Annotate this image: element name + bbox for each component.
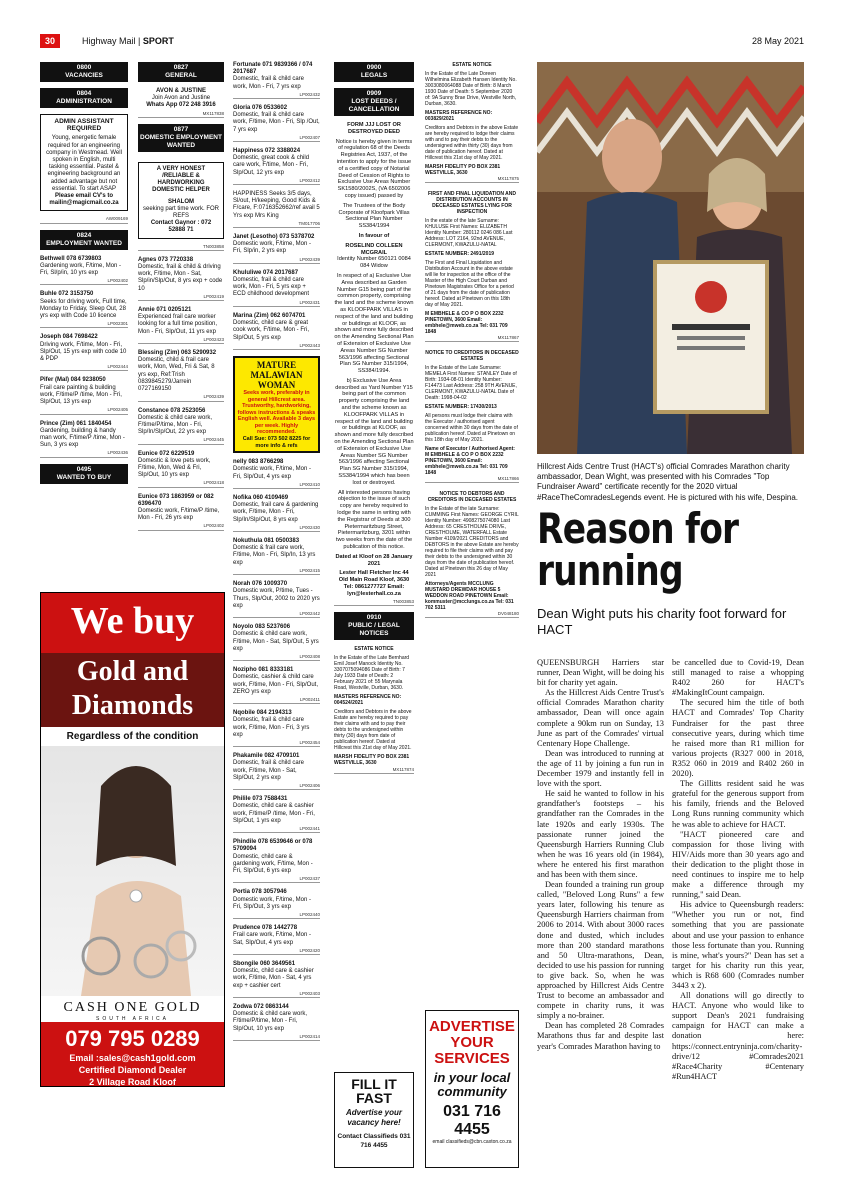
ad-address: 2 Village Road Kloof [89, 1077, 176, 1087]
shalom-contact[interactable]: Contact Gaynor : 072 52888 71 [150, 220, 212, 234]
listing-name[interactable]: Sbongile 060 3649561 [233, 961, 296, 968]
listing-ref: LP002419 [138, 293, 224, 301]
malawian-woman-ad [233, 356, 320, 453]
listing-name[interactable]: Eunice 072 6229519 [138, 450, 195, 457]
listing-text: Domestic & child care work, F/time, Mon - Sat, Slp/Out, 5 yrs exp [233, 631, 319, 652]
listing-text: Domestic work, F/time/P /time, Mon - Fri, 26 yrs exp [138, 507, 220, 522]
ad-gold-diamonds: Gold and Diamonds [41, 653, 224, 727]
listing-ref: LP002405 [40, 406, 128, 414]
listing-text: Seeks for driving work, Full time, Monday to Friday, Sleep Out, 28 yrs exp with Code 10 licence [40, 298, 127, 320]
listing-name[interactable]: Eunice 073 1863959 or 082 6396470 [138, 493, 214, 507]
listing-text: Gardening work, F/time, Mon - Fri, Sl/p/in, 10 yrs exp [40, 262, 122, 277]
article-paragraph: He said he wanted to follow in his grandfather's footsteps – his grandfather ran the Comrades in the late 1920s and early 1930s. The passionate runner joined the Queensburgh Harriers Running Club when he was 16 years old (in 1984), where he entered his first marathon and has been with them since. [537, 789, 664, 879]
photo-caption: Hillcrest Aids Centre Trust (HACT's) official Comrades Marathon charity ambassador, Dean Wight, was presented with his Comrades "Top Fundraiser Award" certificate recently for the 2020 virtual #RaceTheComradesLegends event. He is pictured with his wife, Despina. [537, 462, 799, 502]
model-jewellery-image [41, 746, 224, 996]
listing-text: Domestic, child care & gardening work, F/time, Mon - Fri, Slp/Out, 6 yrs exp [233, 853, 313, 874]
ad-email[interactable]: Email :sales@cash1gold.com [69, 1053, 196, 1063]
estate-body: In the Estate of the Late Bernhard Emil Josef Manock Identity No. 3307075094086 Date of Birth: 7 July 1933 Date of Death: 2 February 2021 of: 55 Marynala Road, Westville, Durban, 3630. [334, 654, 410, 691]
notices-column [425, 62, 519, 618]
estate-master-2: MASTERS REFERENCE NO: 003829/2021 [425, 110, 493, 122]
fill-title: FILL IT FAST [351, 1076, 397, 1106]
listing-name[interactable]: Prudence 078 1442778 [233, 925, 298, 932]
article-body-col-1 [537, 658, 664, 1052]
classified-listing [233, 495, 320, 532]
estate-head-2: ESTATE NOTICE [452, 62, 492, 68]
listing-text: Frail care painting & building work, F/time/P /time, Mon - Fri, Slp/Out, 13 yrs exp [40, 384, 122, 406]
listing-ref: LP002442 [233, 610, 320, 618]
listing-ref: LP002301 [40, 320, 128, 328]
classified-listing [233, 234, 320, 264]
listing-name[interactable]: Nofika 060 4109469 [233, 495, 289, 502]
listing-text: Driving work, F/time, Mon - Fri, Slp/Out, 15 yrs exp with code 10 & PDP [40, 341, 127, 363]
classified-listing [40, 256, 128, 286]
article-photo [537, 62, 804, 454]
listing-text: Domestic, child care & cashier work, F/time/P /time, Mon - Fri, Slp/Out, 1 yrs exp [233, 803, 315, 824]
classified-listing [233, 667, 320, 704]
avon-whatsapp[interactable]: Whats App 072 248 3916 [146, 102, 216, 109]
classified-listing [233, 796, 320, 833]
liq-head: FIRST AND FINAL LIQUIDATION AND DISTRIBUTION ACCOUNTS IN DECEASED ESTATES LYING FOR INSPECTION [427, 191, 517, 215]
listing-text: Domestic & love pets work, F/time, Mon, Wed & Fri, Slp/Out, 10 yrs exp [138, 457, 211, 479]
legals-column [334, 62, 414, 774]
classified-listing [138, 350, 224, 401]
article-paragraph: Dean has completed 28 Comrades Marathons thus far and despite last year's Comrades Marathon having to [537, 1021, 664, 1051]
section-name: SPORT [142, 36, 174, 46]
listing-name[interactable]: Prince (Zim) 061 1840454 [40, 420, 112, 427]
fill-sub: Advertise your vacancy here! [345, 1108, 403, 1127]
classified-listing [233, 581, 320, 618]
listing-ref: LP002402 [40, 277, 128, 285]
listing-name[interactable]: Norah 076 1009370 [233, 581, 288, 588]
listing-text: Domestic, frail & child care work, Mon - Fri, 5 yrs exp + ECD childhood development [233, 277, 310, 298]
domestic-entries-3b [233, 459, 320, 1041]
listing-text: Domestic, frail & child care work, Mon - Fri, 7 yrs exp [233, 76, 305, 90]
shalom-text: seeking part time work. FOR REFS [142, 205, 220, 220]
shalom-ref: TN003858 [138, 243, 224, 251]
listing-name[interactable]: Portia 078 3057946 [233, 889, 287, 896]
advert-email[interactable]: email classifieds@cbn.caxton.co.za [432, 1139, 512, 1145]
shalom-name: SHALOM [168, 198, 194, 205]
classified-listing [233, 1004, 320, 1041]
estate-master: MASTERS REFERENCE NO: 004524/2021 [334, 693, 402, 706]
listing-ref: LP002432 [233, 91, 320, 99]
category-domestic: 0877 DOMESTIC EMPLOYMENT WANTED [138, 124, 224, 152]
classified-listing [138, 494, 224, 531]
listing-name[interactable]: Happiness 072 3388024 [233, 148, 301, 155]
cred2-firm: Attorneys/Agents MCCLUNG MUSTARD DREWDAR HOUSE 5 WEDDON ROAD PINETOWN Email: kommuster@mcclungs.co.za Tel: 031 702 5311 [425, 581, 514, 611]
estate-body-2: In the Estate of the Late Doreen Wilhelmina Elizabeth Hansen Identity No. 3003080064088 Date of Birth: 8 March 1930 Date of Death: 5 September 2020 of: 9A Sunny Brae Drive, Westville North, Durban, 3630. [425, 71, 517, 107]
article-paragraph: As the Hillcrest Aids Centre Trust's official Comrades Marathon charity ambassador, Dean will once again complete a 90km run on Sunday, 13 June as part of the Comrades' virtual Centenary Hope Challenge. [537, 688, 664, 748]
listing-ref: LP002402 [138, 522, 224, 530]
liq-firm: M EMBHELE & CO P O BOX 2232 PINETOWN, 3600 Email: embhele@mweb.co.za Tel: 031 709 1848 [425, 311, 508, 335]
listing-text: Domestic, frail & child care work, F/time, Mon - Fri, 3 yrs exp [233, 717, 310, 738]
listing-text: Domestic work, F/time, Mon - Fri, Slp/in, 2 yrs exp [233, 241, 312, 255]
domestic-entries-2 [138, 257, 224, 531]
article-paragraph: The secured him the title of both HACT and Comrades' Top Charity Fundraiser for the past three consecutive years, during which time he raised more than R1 million for various projects (R327 000 in 2018, R352 060 in 2019 and R402 260 in 2020). [672, 698, 804, 779]
classified-listing [233, 191, 320, 228]
classified-listing [233, 313, 320, 350]
malawian-title: MATURE MALAWIAN WOMAN [250, 359, 303, 390]
page-header [40, 34, 804, 50]
listing-ref: LP002410 [233, 481, 320, 489]
domestic-entries-3a [233, 62, 320, 350]
cash-one-gold-logo-sub: SOUTH AFRICA [96, 1016, 169, 1022]
classified-listing [233, 62, 320, 99]
listing-ref: LP002423 [138, 336, 224, 344]
article-paragraph: Dean was introduced to running at the age of 11 by joining a fun run in December 1979 and instantly fell in love with the sport. [537, 748, 664, 789]
article-paragraph: "HACT pioneered care and compassion for those living with HIV/Aids more than 30 years ago and their dedication to the plight those in need continues to inspire me to help make a difference through my running," said Dean. [672, 829, 804, 900]
listing-text: Domestic, child & frail care work, Mon, Wed, Fri & Sat, 8 yrs exp, Ref:Trish 0839845279/Jarrein 0727169150 [138, 357, 215, 393]
listing-ref: LP002403 [233, 990, 320, 998]
estate-head: ESTATE NOTICE [354, 645, 394, 652]
model-photo [41, 746, 224, 996]
firm-ref: TN003853 [334, 598, 414, 606]
listing-ref: LP002408 [233, 653, 320, 661]
liq-ref: MX117867 [425, 335, 519, 342]
listing-ref: LP002443 [233, 342, 320, 350]
ad-info [41, 1052, 224, 1087]
lost-title: FORM JJJ LOST OR DESTROYED DEED [347, 122, 401, 135]
listing-ref: LP002444 [40, 363, 128, 371]
category-legals: 0900 LEGALS [334, 62, 414, 82]
cred-agent: Name of Executor / Authorised Agent: M EMBHELE & CO P O BOX 2232 PINETOWN, 3600 Email: embhele@mweb.co.za Tel: 031 709 1848 [425, 446, 515, 476]
listing-name[interactable]: Annie 071 0205121 [138, 307, 192, 314]
classified-listing [233, 459, 320, 489]
advert-sub: in your local community [433, 1070, 511, 1099]
shalom-title: A VERY HONEST /RELIABLE & HARDWORKING DOMESTIC HELPER [152, 165, 210, 194]
respect-b: b) Exclusive Use Area described as Yard Number Y15 being part of the common property comprising the land and the scheme known as KLOOFPARK VILLAS in respect of the land and building or buildings at KLOOF, as shown and more fully described on the Amending Sectional Plan of Extension of Exclusive Use Areas Number SG Number 563/1996 affecting Sectional Plan SG Number 315/1994, SS384/1994 which has been lost or destroyed. [334, 377, 414, 486]
estate-firm: MARSH FIDELITY PO BOX 2381 WESTVILLE, 3630 [334, 753, 410, 766]
listing-ref: LP002407 [233, 134, 320, 142]
listing-ref: LP002439 [233, 256, 320, 264]
admin-cta: Please email CV's to [54, 193, 114, 200]
listing-text: Domestic, frail & child care work, F/time, Mon - Sat, Slp/Out, 2 yrs exp [233, 760, 305, 781]
lost-deed-notice [334, 122, 414, 598]
issue-date: 28 May 2021 [751, 36, 804, 46]
listing-text: Domestic & frail care work, F/time, Mon - Fri, Slp/In, 13 yrs exp [233, 545, 316, 566]
classified-listing [40, 291, 128, 328]
listing-name[interactable]: nelly 083 8766298 [233, 459, 284, 466]
listing-ref: LP002411 [233, 696, 320, 704]
fill-contact[interactable]: Contact Classifieds 031 716 4455 [337, 1133, 411, 1149]
classifieds-column-1 [40, 62, 128, 490]
estate-notice-1 [334, 646, 414, 766]
advertise-services-ad [425, 1010, 519, 1168]
malawian-call[interactable]: Call Sue: 073 502 8225 for more info & refs [242, 436, 311, 449]
listing-text: Frail care work, F/time, Mon - Sat, Slp/Out, 4 yrs exp [233, 932, 312, 946]
classified-listing [233, 270, 320, 307]
article-paragraph: QUEENSBURGH Harriers star runner, Dean Wight, will be doing his bit for charity yet again. [537, 658, 664, 688]
category-employment-wanted: 0824 EMPLOYMENT WANTED [40, 230, 128, 250]
article-subhead: Dean Wight puts his charity foot forward for HACT [537, 606, 787, 637]
listing-text: Domestic, cashier & child care work, F/time, Mon - Fri, Slp/Out, ZERO yrs exp [233, 674, 319, 695]
cred2-head: NOTICE TO DEBTORS AND CREDITORS IN DECEASED ESTATES [427, 491, 517, 503]
listing-name[interactable]: Khululiwe 074 2017687 [233, 269, 299, 276]
classified-listing [233, 538, 320, 575]
ad-certified: Certified Diamond Dealer [78, 1065, 187, 1075]
interested: All interested persons having objection to the issue of such copy are hereby required to lodge the same in writing with the Registrar of Deeds at 300 Pietermaritzburg Street, Pietermaritzburg, 3201 within two weeks from the date of the publication of this notice. [335, 489, 413, 551]
admin-title: ADMIN ASSISTANT REQUIRED [54, 118, 114, 133]
listing-name[interactable]: Zodwa 072 0863144 [233, 1004, 289, 1011]
avon-title: AVON & JUSTINE [156, 88, 206, 94]
cash-one-gold-logo: CASH ONE GOLD [63, 1000, 202, 1015]
listing-ref: LP002406 [233, 782, 320, 790]
article-paragraph: His advice to Queensburgh readers: "Whether you run or not, find something that you are passionate about and use your passion to enhance those less fortunate than you. Running is mine, what's yours?" Dean has set a target for his charity run this year, which is R68 600 (Comrades number 3443 x 2). [672, 900, 804, 990]
listing-name[interactable]: Nqobile 084 2194313 [233, 710, 292, 717]
listing-text: Domestic & child care work, F/time/P/time, Mon - Fri, Slp/In/Slp/Out, 22 yrs exp [138, 414, 213, 436]
admin-assistant-ad [40, 114, 128, 211]
listing-name[interactable]: Bethwell 078 6739803 [40, 255, 102, 262]
cred-body: In the Estate of the Late Surname: MEMELA First Names: STANLEY Date of Birth: 1934-08-01 Identity Number: F14473 Last Address: 258 9TH AVENUE, CLERMONT, KWAZULU-NATAL Date of Death: 1998-04-02 [425, 365, 517, 401]
publication-title: Highway Mail [82, 36, 136, 46]
classifieds-column-2 [138, 62, 224, 537]
listing-text: Gardening, building & handy man work, F/time/P /time, Mon - Sun, 3 yrs exp [40, 427, 125, 449]
classified-listing [233, 925, 320, 955]
listing-name[interactable]: Philile 073 7588431 [233, 796, 288, 803]
listing-name[interactable]: Marina (Zim) 062 6074701 [233, 312, 306, 319]
ad-we-buy: We buy [41, 593, 224, 653]
favour: In favour of [358, 232, 390, 239]
article-paragraph: All donations will go directly to HACT. Anyone who would like to support Dean's 2021 fundraising campaign for HACT can make a donation here: https://connect.entryninja.com/charity-drive/12 #Comrades2021 #Race4Charity #Centenary #Run4HACT [672, 991, 804, 1081]
listing-ref: LP002430 [233, 524, 320, 532]
classified-listing [138, 451, 224, 488]
classified-listing [233, 105, 320, 142]
listing-ref: LP002431 [233, 299, 320, 307]
listing-text: Domestic & child care work, F/time/P/time, Mon - Fri, Slp/Out, 10 yrs exp [233, 1011, 308, 1032]
article-paragraph: Dean founded a training run group called, "Beloved Long Runs" a few years later, following his tenure as Queensburgh Harriers chairman from 2006 to 2014. With about 3000 races done and dusted, which includes more than 200 standard marathons and 50 Ultra-marathons, Dean, decided to use his passion for running to give back. So, when he was approached by Hillcrest Aids Centre Trust to become an ambassador and compete in charity runs, it was simply a no-brainer. [537, 880, 664, 1021]
firm: Lester Hall Fletcher Inc 44 Old Main Road Kloof, 3630 Tel: 0861277727 Email: lyn@lesterhall.co.za [338, 570, 410, 597]
listing-ref: LP002414 [233, 1033, 320, 1041]
listing-text: Domestic, child care & cashier work, F/time, Mon - Sat, 4 yrs exp + cashier cert [233, 968, 314, 989]
listing-text: Domestic work, P/time, Tues - Thurs, Slp/Out, 2002 to 2020 yrs exp [233, 588, 320, 609]
listing-name[interactable]: Nozipho 081 8333181 [233, 667, 294, 674]
category-vacancies: 0800 VACANCIES [40, 62, 128, 82]
article-headline: Reason for running [537, 504, 739, 595]
publication-name: Highway Mail | SPORT [82, 36, 174, 46]
admin-email[interactable]: mailin@magicmail.co.za [49, 200, 119, 207]
category-general: 0827 GENERAL [138, 62, 224, 82]
page-number: 30 [40, 34, 60, 48]
category-administration: 0804 ADMINISTRATION [40, 88, 128, 108]
listing-ref: LP002437 [233, 875, 320, 883]
classified-listing [233, 839, 320, 883]
listing-name[interactable]: Phakamile 082 4709101 [233, 753, 300, 760]
listing-name[interactable]: Constance 078 2523056 [138, 407, 206, 414]
cred-head: NOTICE TO CREDITORS IN DECEASED ESTATES [425, 350, 519, 362]
listing-name[interactable]: Phindile 078 6539646 or 078 5709094 [233, 839, 313, 853]
listing-name[interactable]: Nokuthula 081 0500383 [233, 538, 300, 545]
cred2-ref: DV048180 [425, 611, 519, 618]
advert-title: ADVERTISE YOUR SERVICES [429, 1018, 515, 1067]
cred-estate-no: ESTATE NUMBER: 17430/2013 [425, 404, 497, 410]
listing-name[interactable]: Fortunate 071 9839366 / 074 2017687 [233, 62, 313, 76]
classifieds-column-3 [233, 62, 320, 1047]
lost-body: Notice is hereby given in terms of regulation 68 of the Deeds Registries Act, 1937, of the intention to apply for the issue of a certified copy of Notarial Deed of Cession of Rights to Exclusive Use Areas Number SK1580/2002S, (VA 6502006 copy issued) passed by [335, 138, 413, 199]
employment-entries [40, 256, 128, 458]
classified-listing [138, 257, 224, 301]
ad-phone[interactable]: 079 795 0289 [41, 1022, 224, 1052]
listing-name[interactable]: Noyolo 083 5237606 [233, 624, 291, 631]
listing-text: Domestic work, F/time, Mon - Fri, Slp/Out, 3 yrs exp [233, 896, 312, 910]
listing-name[interactable]: Pifer (Mal) 084 9238050 [40, 377, 106, 384]
cash-one-gold-ad [40, 592, 225, 1087]
shalom-ad [138, 162, 224, 239]
cred-body2: All persons must lodge their claims with the Executor / authorised agent concerned within 30 days from the date of publication hereof. Dated at Pinetown on this 18th day of May 2021. [425, 413, 518, 443]
listing-text: Domestic, frail care & gardening work, F/time, Mon - Fri, Slp/In/Slp/Out, 8 yrs exp [233, 502, 319, 523]
listing-ref: LP002441 [233, 825, 320, 833]
classified-listing [138, 408, 224, 445]
listing-ref: LP002418 [138, 479, 224, 487]
category-wanted-to-buy: 0495 WANTED TO BUY [40, 464, 128, 484]
admin-ref: AW009169 [40, 215, 128, 223]
classified-listing [40, 377, 128, 414]
admin-body: Young, energetic female required for an engineering company in Westmead. Well spoken in English, multi tasking essential. Pastel & engineering background an added advantage but not essential. To start ASAP [46, 135, 122, 192]
estate-firm-2: MARSH FIDELITY PO BOX 2381 WESTVILLE, 3630 [425, 164, 501, 176]
liq-body: In the estate of the late Surname: KHULUSE First Names: ELIZABETH Identity Number: 280112 0246 086 Last Address: LOT 2164, 92nd AVENUE, CLERMONT, KWAZULU-NATAL [425, 218, 513, 248]
classified-listing [233, 961, 320, 998]
listing-ref: LP002420 [233, 947, 320, 955]
listing-name[interactable]: Buhle 072 3153750 [40, 291, 94, 298]
estate-creditors: Creditors and Debtors in the above Estate are hereby required to pay their claims with and to pay their debts to the undersigned within thirty (30) days from date of publication hereof. Dated at Hillcrest this 21st day of May 2021. [334, 708, 412, 751]
favour-id: Identity Number 650121 0084 084 Widow [337, 256, 411, 270]
listing-ref: LP002445 [138, 436, 224, 444]
listing-ref: LP002412 [233, 177, 320, 185]
listing-text: Domestic, great cook & child care work, F/time, Mon - Fri, Slp/Out, 12 yrs exp [233, 155, 310, 176]
classified-listing [233, 710, 320, 747]
dated: Dated at Kloof on 28 January 2021 [335, 553, 413, 567]
estate-ref: MX117874 [334, 766, 414, 774]
malawian-body: Seeks work, preferably in general Hillcrest area. Trustworthy, hardworking, follows instructions & speaks English well. Available 3 days per week. Highly recommended. [237, 389, 316, 436]
classified-listing [233, 148, 320, 185]
listing-ref: LP002436 [40, 449, 128, 457]
listing-ref: TM017706 [233, 220, 320, 228]
listing-name[interactable]: Gloria 076 0533602 [233, 105, 288, 112]
estate-ref-2: MX117875 [425, 176, 519, 183]
avon-ad [138, 88, 224, 110]
favour-name: ROSELIND COLLEEN MCGRAIL [345, 242, 403, 256]
classified-listing [233, 624, 320, 661]
listing-text: Domestic, child care & great cook work, F/time, Mon - Fri, Slp/Out, 5 yrs exp [233, 320, 310, 341]
respect-a: In respect of a) Exclusive Use Area described as Garden Number G15 being part of the common property, comprising the land and the scheme known as KLOOFPARK VILLAS in respect of the land and building or buildings at KLOOF, as shown and more fully described on the Amending Sectional Plan of Extension of Exclusive Use Areas Number SG Number 563/1996 affecting Sectional Plan SG Number 315/1994, SS384/1994. [334, 272, 414, 375]
fill-it-fast-ad [334, 1072, 414, 1168]
classified-listing [138, 307, 224, 344]
classified-listing [40, 421, 128, 458]
listing-text: Domestic, frail & child care work, F/time, Mon - Fri, Slp /Out, 7 yrs exp [233, 112, 320, 133]
estate-creditors-2: Creditors and Debtors in the above Estate are hereby required to lodge their claims with and to pay their debts to the undersigned within thirty (30) days from date of publication hereof. Dated at Hillcrest this 21st day of May 2021. [425, 125, 519, 161]
listing-name[interactable]: Agnes 073 7720338 [138, 256, 194, 263]
category-lost-deeds: 0909 LOST DEEDS / CANCELLATION [334, 88, 414, 116]
advert-phone[interactable]: 031 716 4455 [443, 1103, 501, 1138]
couple-with-certificate-image [537, 62, 804, 454]
article-paragraph: be cancelled due to Covid-19, Dean still managed to raise a whopping R402 260 for HACT's #MakingItCount campaign. [672, 658, 804, 698]
listing-name[interactable]: Joseph 084 7698422 [40, 334, 98, 341]
listing-ref: LP002415 [233, 567, 320, 575]
listing-ref: LP002440 [233, 911, 320, 919]
lost-body2: The Trustees of the Body Corporate of Kloofpark Villas Sectional Plan Number SS384/1994 [338, 202, 410, 230]
category-public-notices: 0910 PUBLIC / LEGAL NOTICES [334, 612, 414, 640]
listing-name[interactable]: Blessing (Zim) 063 5290932 [138, 350, 217, 357]
classified-listing [233, 753, 320, 790]
ad-regardless: Regardless of the condition [66, 731, 199, 742]
listing-text: HAPPINESS Seeks 3/5 days, Sl/out, H/keeping, Good Kids & F/care, F:0716352662/ref avail 5 Yrs exp Mrs King [233, 191, 320, 219]
listing-name[interactable]: Janet (Lesotho) 073 5378702 [233, 234, 315, 241]
article-body-col-2 [672, 658, 804, 1082]
liq-body2: The First and Final Liquidation and Distribution Account in the above estate will lie for inspection at the office of the Master of the High Court Durban and Pinetown Magistrates Office for a period of 21 days from the date of publication hereof. Dated at Pinetown on this 18th day of May 2021. [425, 260, 514, 308]
article-paragraph: The Gillitts resident said he was grateful for the generous support from his family, friends and the Beloved Long Runs running community which he was able to achieve for HACT. [672, 779, 804, 829]
listing-ref: LP002454 [233, 739, 320, 747]
liq-estate-no: ESTATE NUMBER: 2491/2019 [425, 251, 495, 257]
listing-ref: LP002439 [138, 393, 224, 401]
avon-ref: MX117838 [138, 110, 224, 118]
cred-ref: MX117866 [425, 476, 519, 483]
avon-text: Join Avon and Justine [151, 95, 211, 102]
listing-text: Domestic, frail & child & driving work, F/time, Mon - Sat, Slp/in/Slp/Out, 8 yrs exp + code 10 [138, 264, 223, 292]
classified-listing [40, 334, 128, 371]
listing-text: Experienced frail care worker looking for a full time position, Mon - Fri, Slp/Out, 11 yrs exp [138, 314, 218, 335]
listing-text: Domestic work, F/time, Mon - Fri, Slp/Out, 4 yrs exp [233, 466, 312, 480]
cred2-body: In the Estate of the late Surname: CUMMING First Names: GEORGE CYRIL Identity Number: 4908275074080 Last Address: 65 CRESTHOLME DRIVE, CRESTHOLME, WATERFALL Estate Number 4109/2021 CREDITORS and DEBTORS in the above Estate are hereby required to file their claims with and pay their debts to the undersigned within 30 days from the date of publication hereof. Dated at Pinetown this 26 day of May 2021 [425, 506, 519, 578]
classified-listing [233, 889, 320, 919]
